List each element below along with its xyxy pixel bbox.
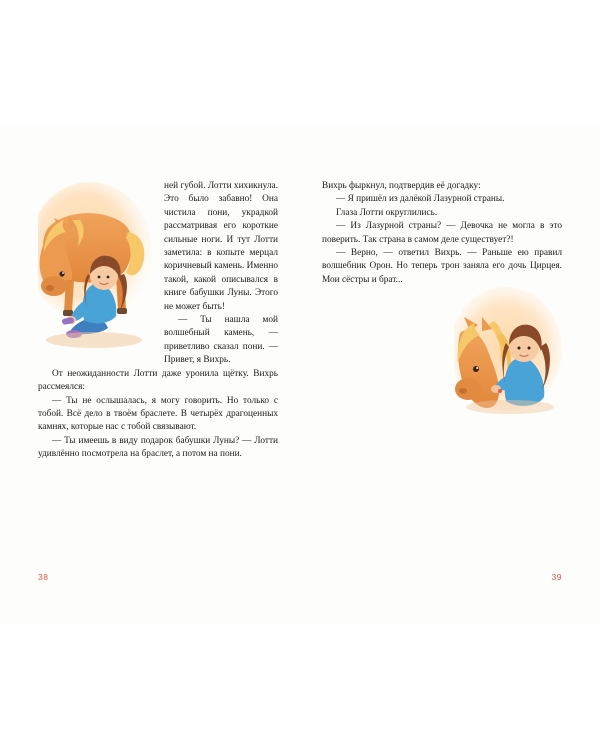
girl-brushing-pony-illustration	[38, 180, 156, 360]
paragraph: — Верно, — ответил Вихрь. — Раньше ею правил волшебник Орон. Но теперь трон заняла его дочь Цирцея. Мои сёстры и брат...	[322, 248, 562, 285]
paragraph: От неожиданности Лотти даже уронила щётку. Вихрь рассмеялся:	[38, 368, 278, 393]
page-right-text	[322, 180, 562, 287]
paragraph: — Ты не ослышалась, я могу говорить. Но только с тобой. Всё дело в твоём браслете. В четырёх драгоценных камнях, которые нас с тобой связывают.	[38, 395, 278, 433]
paragraph: — Из Лазурной страны? — Девочка не могла в это поверить. Так страна в самом деле существует?!	[322, 221, 562, 245]
paragraph: Вихрь фыркнул, подтвердив её догадку:	[322, 181, 481, 191]
book-spread	[0, 125, 600, 625]
paragraph: ней губой. Лотти хихикнула. Это было забавно! Она чистила пони, украдкой рассматривая его короткие сильные ноги. И тут Лотти заметила: в копыте мерцал коричневый камень. Именно такой, какой описывался в книге бабушки Луны. Этого не может быть!	[164, 181, 278, 312]
paragraph: — Ты нашла мой волшебный камень, — приветливо сказал пони. — Привет, я Вихрь.	[164, 315, 278, 366]
page-right	[300, 125, 600, 625]
paragraph: — Я пришёл из далёкой Лазурной страны.	[336, 194, 505, 205]
page-left-text	[38, 180, 278, 462]
girl-hugging-pony-illustration	[454, 287, 562, 417]
paragraph: Глаза Лотти округлились.	[336, 207, 438, 218]
paragraph: — Ты имеешь в виду подарок бабушки Луны? — Лотти удивлённо посмотрела на браслет, а потом на пони.	[38, 435, 278, 460]
page-left	[0, 125, 300, 625]
page-number-left: 38	[38, 572, 49, 582]
page-number-right: 39	[551, 572, 562, 582]
